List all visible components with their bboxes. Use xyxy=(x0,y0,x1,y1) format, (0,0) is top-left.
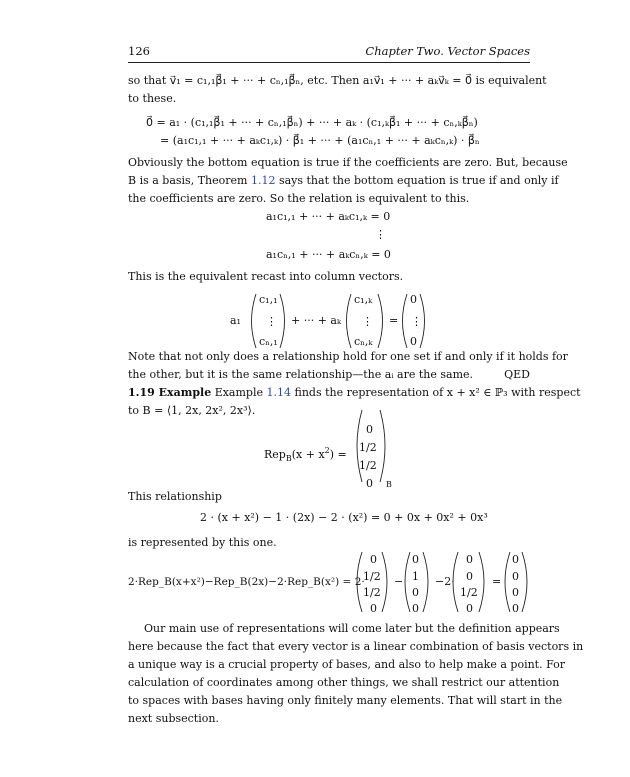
para7-line5: to spaces with bases having only finitely many elements. That will start in the xyxy=(128,694,563,707)
page-number: 126 xyxy=(128,44,150,58)
eq3-z1: 0 xyxy=(410,293,417,306)
eq3-c2-2: ⋮ xyxy=(362,315,373,328)
example-line2: to B = ⟨1, 2x, 2x², 2x³⟩. xyxy=(128,404,256,417)
eq3-plus: + ··· + aₖ xyxy=(291,314,341,327)
eq6-paren-r1 xyxy=(382,552,387,612)
eq3-a1: a₁ xyxy=(230,314,241,327)
eq4-v1: 0 xyxy=(366,423,373,436)
chapter-title: Chapter Two. Vector Spaces xyxy=(365,44,530,58)
eq6-paren-l4 xyxy=(505,552,510,612)
qed-mark: QED xyxy=(504,368,530,381)
eq6-v3-4: 0 xyxy=(466,602,473,615)
eq6-v1-1: 0 xyxy=(370,553,377,566)
eq3-c1-1: c₁,₁ xyxy=(259,293,278,306)
eq3-c2-3: cₙ,ₖ xyxy=(354,335,373,348)
para4-line1: Note that not only does a relationship hold for one set if and only if it holds for xyxy=(128,350,568,363)
para2-line1: Obviously the bottom equation is true if the coefficients are zero. But, because xyxy=(128,156,568,169)
eq4-v2: 1/2 xyxy=(359,441,377,454)
eq2-vdots: ⋮ xyxy=(375,228,386,241)
eq3-equals: = xyxy=(389,314,399,327)
para2-line3: the coefficients are zero. So the relation is equivalent to this. xyxy=(128,192,470,205)
eq6-paren-r3 xyxy=(479,552,484,612)
eq3-c1-2: ⋮ xyxy=(266,315,277,328)
eq6-v2-1: 0 xyxy=(412,553,419,566)
para7-line3: a unique way is a crucial property of bases, and also to help make a point. For xyxy=(128,658,565,671)
eq3-c1-3: cₙ,₁ xyxy=(259,335,278,348)
eq6-lhs: 2·Rep_B(x+x²)−Rep_B(2x)−2·Rep_B(x²) = 2· xyxy=(128,576,365,588)
theorem-link[interactable]: 1.12 xyxy=(250,174,276,187)
para6-line1: is represented by this one. xyxy=(128,536,277,549)
eq6-paren-r2 xyxy=(423,552,428,612)
eq6-v1-3: 1/2 xyxy=(363,586,381,599)
eq3-paren-l3 xyxy=(403,294,408,348)
eq4-paren-r xyxy=(380,410,385,482)
eq6-v2-3: 0 xyxy=(412,586,419,599)
eq2-line3: a₁cₙ,₁ + ··· + aₖcₙ,ₖ = 0 xyxy=(266,248,391,261)
eq6-v4-2: 0 xyxy=(512,570,519,583)
example-link[interactable]: 1.14 xyxy=(266,386,291,399)
example-line1: 1.19 Example Example 1.14 finds the representation of x + x² ∈ ℙ₃ with respect xyxy=(128,386,581,399)
eq6-paren-l2 xyxy=(405,552,410,612)
eq3-paren-l2 xyxy=(347,294,352,348)
eq6-v3-3: 1/2 xyxy=(460,586,478,599)
eq4-v4: 0 xyxy=(366,477,373,490)
eq4-v3: 1/2 xyxy=(359,459,377,472)
para2-line2: B is a basis, Theorem 1.12 says that the bottom equation is true if and only if xyxy=(128,174,559,187)
eq2-line1: a₁c₁,₁ + ··· + aₖc₁,ₖ = 0 xyxy=(266,210,391,223)
eq6-v2-4: 0 xyxy=(412,602,419,615)
para7-line6: next subsection. xyxy=(128,712,219,725)
para7-line1: Our main use of representations will come later but the definition appears xyxy=(144,622,560,635)
eq6-v4-4: 0 xyxy=(512,602,519,615)
eq4-rep: $Rep_B(x + x^2)$ = xyxy=(264,446,347,463)
eq6-minus2: −2· xyxy=(435,575,455,588)
eq3-paren-l1 xyxy=(252,294,257,348)
eq6-v4-1: 0 xyxy=(512,553,519,566)
para1-line2: to these. xyxy=(128,92,177,105)
eq3-c2-1: c₁,ₖ xyxy=(354,293,373,306)
eq3-paren-r1 xyxy=(280,294,285,348)
eq3-paren-r2 xyxy=(378,294,383,348)
para7-line2: here because the fact that every vector is a linear combination of basis vectors in xyxy=(128,640,584,653)
eq6-minus1: − xyxy=(394,575,404,588)
eq6-v4-3: 0 xyxy=(512,586,519,599)
para5-line1: This relationship xyxy=(128,490,222,503)
eq1-line1: 0⃗ = a₁ · (c₁,₁β⃗₁ + ··· + cₙ,₁β⃗ₙ) + ··· + aₖ · (c₁,ₖβ⃗₁ + ··· + cₙ,ₖβ⃗ₙ) xyxy=(146,116,478,129)
para7-line4: calculation of coordinates among other things, we shall restrict our attention xyxy=(128,676,560,689)
eq4-basis: B xyxy=(386,480,392,489)
eq6-v3-2: 0 xyxy=(466,570,473,583)
para1-line1: so that v⃗₁ = c₁,₁β⃗₁ + ··· + cₙ,₁β⃗ₙ, etc. Then a₁v⃗₁ + ··· + aₖv⃗ₖ = 0⃗ is equivalent xyxy=(128,74,547,87)
eq6-v3-1: 0 xyxy=(466,553,473,566)
eq5: 2 · (x + x²) − 1 · (2x) − 2 · (x²) = 0 + 0x + 0x² + 0x³ xyxy=(200,511,488,524)
eq6-v1-2: 1/2 xyxy=(363,570,381,583)
para3-line1: This is the equivalent recast into column vectors. xyxy=(128,270,404,283)
eq6-paren-r4 xyxy=(522,552,527,612)
eq3-z3: 0 xyxy=(410,335,417,348)
eq1-line2: = (a₁c₁,₁ + ··· + aₖc₁,ₖ) · β⃗₁ + ··· + (a₁cₙ,₁ + ··· + aₖcₙ,ₖ) · β⃗ₙ xyxy=(160,134,480,147)
para4-line2: the other, but it is the same relationship—the aᵢ are the same. QED xyxy=(128,366,530,384)
eq6-v1-4: 0 xyxy=(370,602,377,615)
eq3-z2: ⋮ xyxy=(411,315,422,328)
example-label: 1.19 Example xyxy=(128,386,212,399)
eq6-equals: = xyxy=(492,575,502,588)
eq6-v2-2: 1 xyxy=(412,570,419,583)
